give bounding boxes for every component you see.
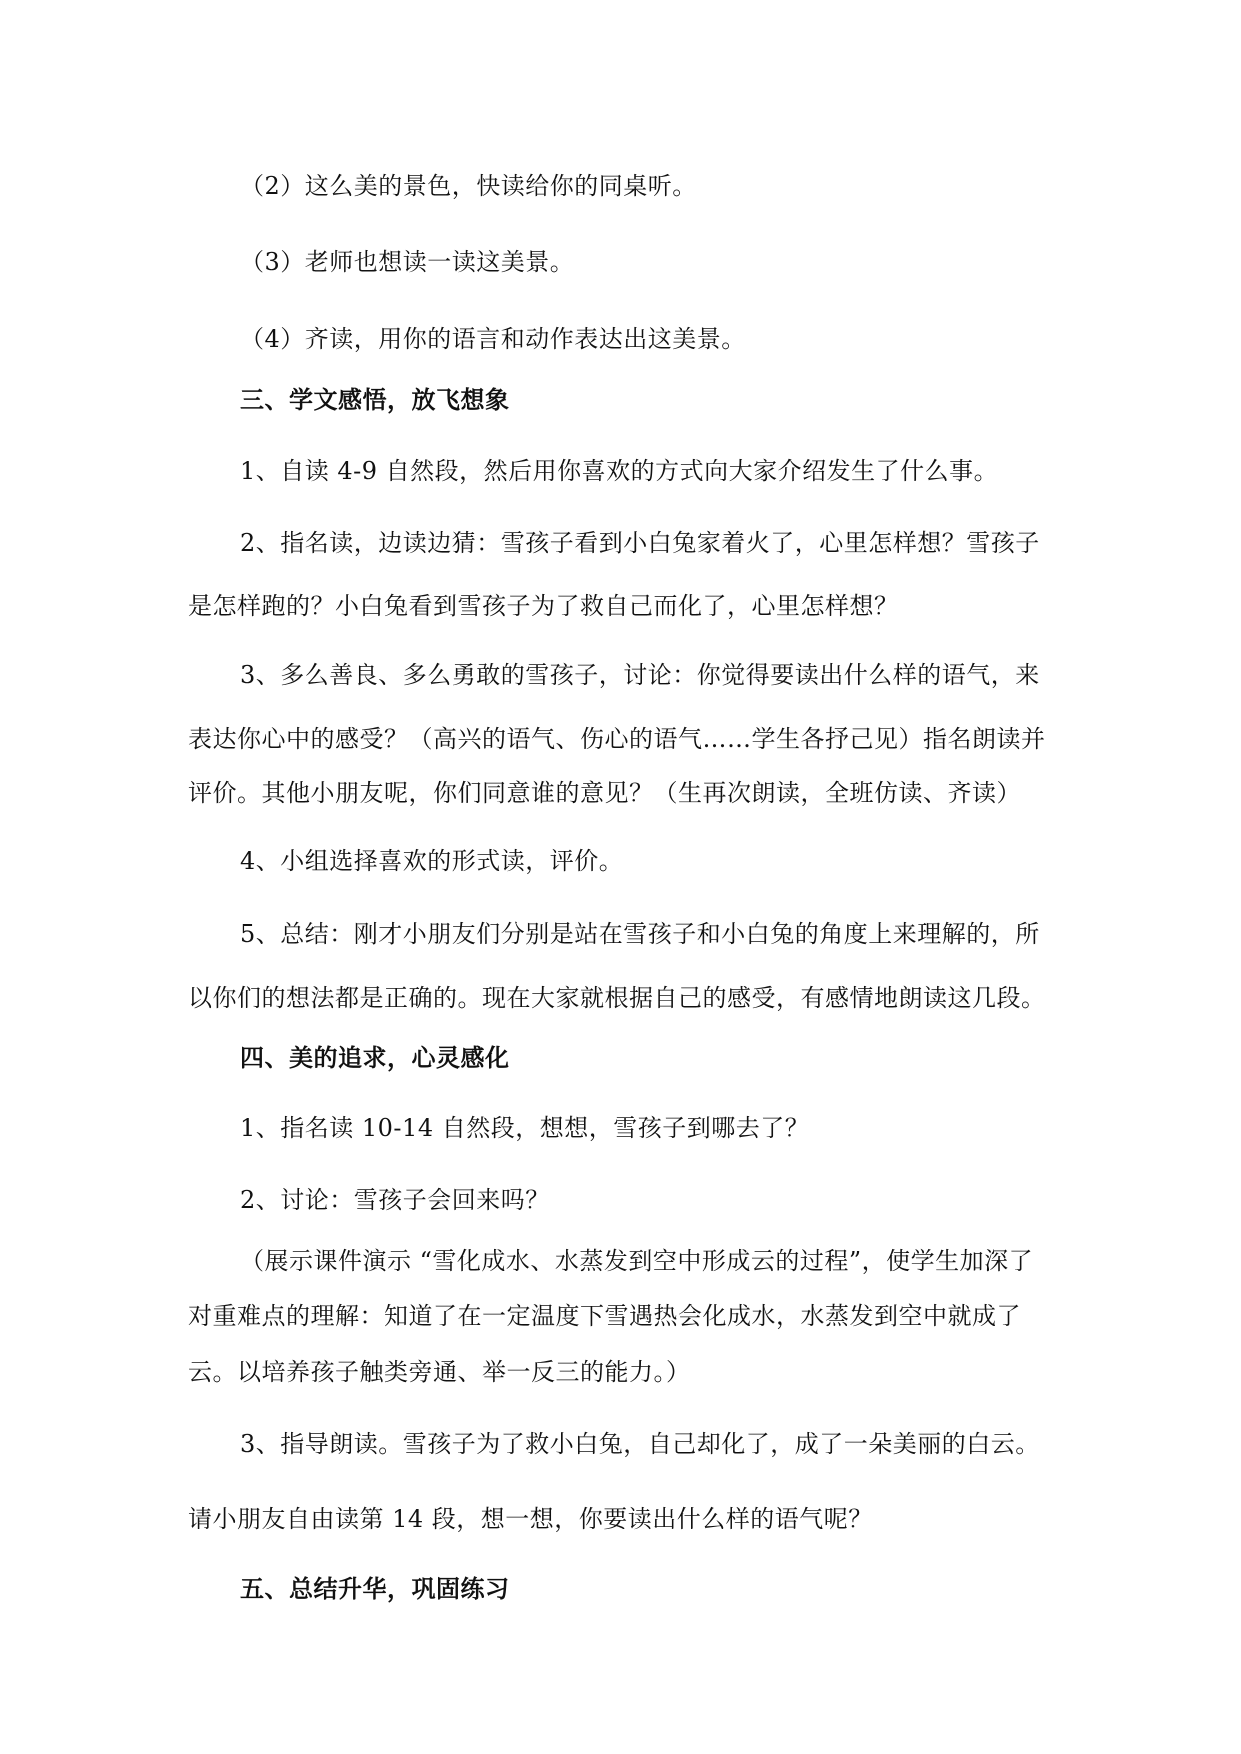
section-heading-5: 五、总结升华，巩固练习 <box>240 1575 510 1603</box>
text-line-3-2: 2、指名读，边读边猜：雪孩子看到小白兔家着火了，心里怎样想？雪孩子 <box>240 529 1040 557</box>
text-line-3-1: 1、自读 4-9 自然段，然后用你喜欢的方式向大家介绍发生了什么事。 <box>240 457 999 485</box>
text-line-step-3: （3）老师也想读一读这美景。 <box>240 248 575 276</box>
text-line-4-1: 1、指名读 10-14 自然段，想想，雪孩子到哪去了？ <box>240 1114 810 1142</box>
text-line-step-4: （4）齐读，用你的语言和动作表达出这美景。 <box>240 325 746 353</box>
text-line-3-2-cont: 是怎样跑的？小白兔看到雪孩子为了救自己而化了，心里怎样想？ <box>188 592 899 620</box>
text-line-4-3-cont: 请小朋友自由读第 14 段，想一想，你要读出什么样的语气呢？ <box>188 1505 873 1533</box>
text-line-4-3: 3、指导朗读。雪孩子为了救小白兔，自己却化了，成了一朵美丽的白云。 <box>240 1430 1040 1458</box>
text-line-4-note-cont-1: 对重难点的理解：知道了在一定温度下雪遇热会化成水，水蒸发到空中就成了 <box>188 1302 1021 1330</box>
text-line-4-note-cont-2: 云。以培养孩子触类旁通、举一反三的能力。） <box>188 1358 691 1386</box>
text-line-4-note: （展示课件演示 “雪化成水、水蒸发到空中形成云的过程”，使学生加深了 <box>240 1247 1034 1275</box>
section-heading-3: 三、学文感悟，放飞想象 <box>240 386 510 414</box>
section-heading-4: 四、美的追求，心灵感化 <box>240 1044 510 1072</box>
text-line-step-2: （2）这么美的景色，快读给你的同桌听。 <box>240 172 697 200</box>
text-line-3-3: 3、多么善良、多么勇敢的雪孩子，讨论：你觉得要读出什么样的语气，来 <box>240 661 1040 689</box>
text-line-3-4: 4、小组选择喜欢的形式读，评价。 <box>240 847 624 875</box>
text-line-3-3-cont-1: 表达你心中的感受？（高兴的语气、伤心的语气……学生各抒己见）指名朗读并 <box>188 725 1046 753</box>
text-line-3-3-cont-2: 评价。其他小朋友呢，你们同意谁的意见？（生再次朗读，全班仿读、齐读） <box>188 779 1021 807</box>
text-line-3-5: 5、总结：刚才小朋友们分别是站在雪孩子和小白兔的角度上来理解的，所 <box>240 920 1040 948</box>
text-line-4-2: 2、讨论：雪孩子会回来吗？ <box>240 1186 550 1214</box>
text-line-3-5-cont: 以你们的想法都是正确的。现在大家就根据自己的感受，有感情地朗读这几段。 <box>188 984 1046 1012</box>
